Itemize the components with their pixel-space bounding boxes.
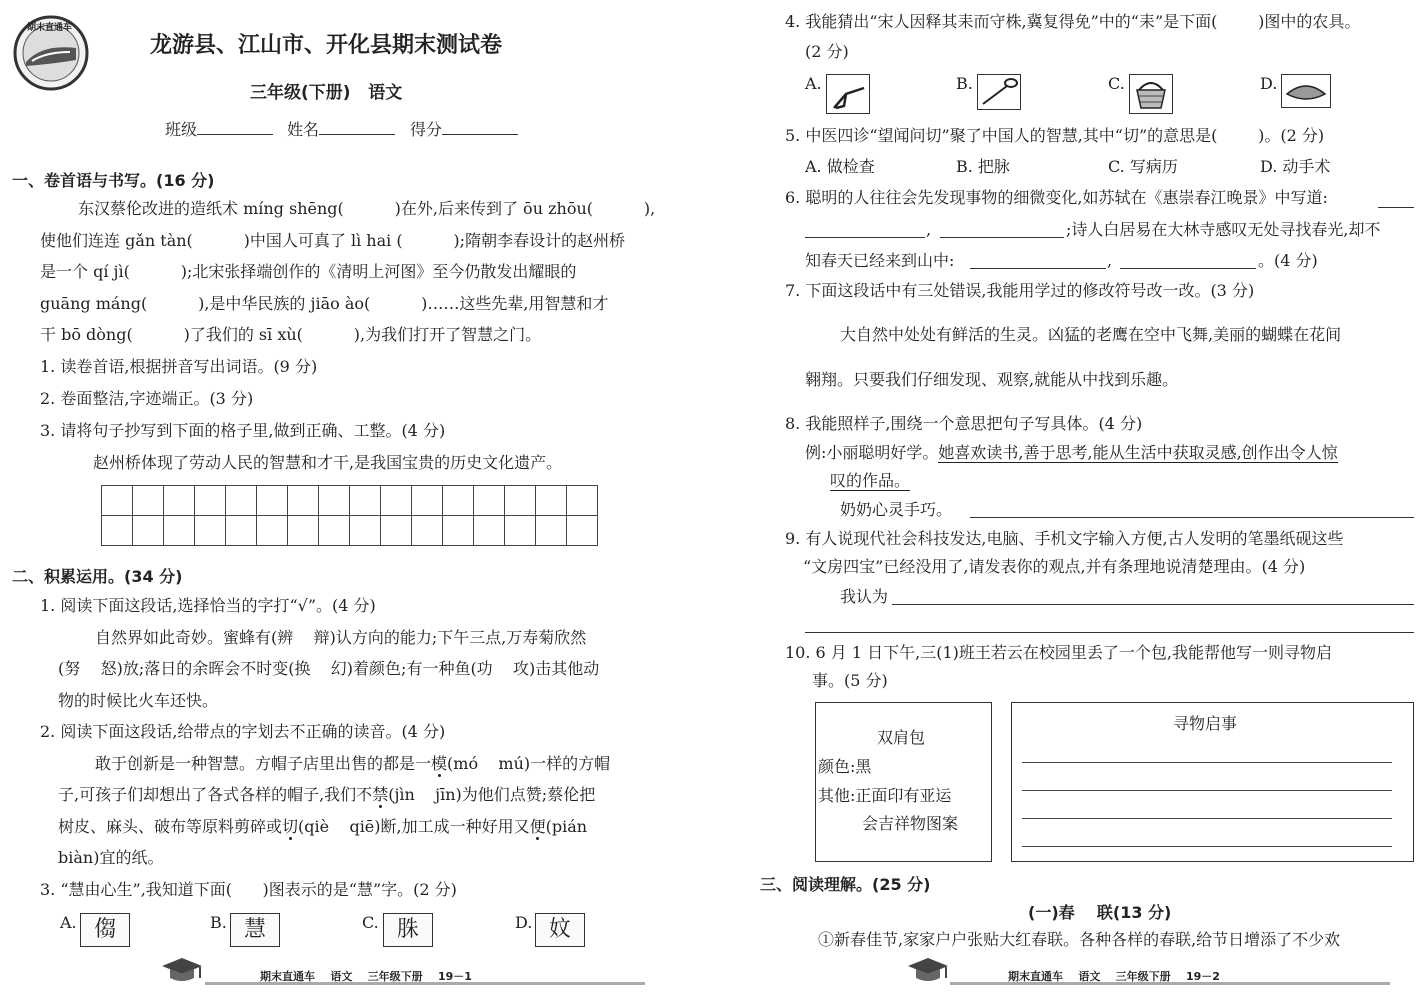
q9-line-2: “文房四宝”已经没用了,请发表你的观点,并有条理地说清楚理由。(4 分) (803, 557, 1306, 576)
notice-line-3[interactable] (1022, 818, 1392, 819)
s2-question-1: 1. 阅读下面这段话,选择恰当的字打“√”。(4 分) (40, 596, 376, 615)
plough-icon[interactable] (826, 74, 870, 114)
left-page (0, 0, 705, 1000)
q9-prompt: 我认为 (840, 587, 889, 606)
s2-q2-line-2: 子,可孩子们却想出了各式各样的帽子,我们不禁(jìn jīn)为他们点赞;蔡伦把 (58, 785, 596, 804)
s2-question-2: 2. 阅读下面这段话,给带点的字划去不正确的读音。(4 分) (40, 722, 446, 741)
q8-answer-line[interactable] (970, 517, 1414, 518)
notice-line-2[interactable] (1022, 790, 1392, 791)
bag-info-box (815, 702, 992, 862)
s2-q1-line-1: 自然界如此奇妙。蜜蜂有(辨 辩)认方向的能力;下午三点,万寿菊欣然 (95, 628, 587, 647)
q5-option-a[interactable]: A. 做检查 (805, 157, 875, 176)
q4-line-2: (2 分) (805, 42, 849, 61)
q6-comma-1: , (926, 220, 932, 239)
q5-option-c[interactable]: C. 写病历 (1108, 157, 1178, 176)
section-3-heading: 三、阅读理解。(25 分) (760, 875, 931, 894)
notice-title: 寻物启事 (1173, 714, 1238, 733)
option-b-glyph[interactable]: 慧 (230, 913, 280, 947)
s1-question-2: 2. 卷面整洁,字迹端正。(3 分) (40, 389, 254, 408)
q6-comma-2: , (1107, 251, 1113, 270)
q4-option-b-label: B. (956, 74, 973, 93)
s2-q2-line-1: 敢于创新是一种智慧。方帽子店里出售的都是一模(mó mú)一样的方帽 (95, 754, 611, 773)
q8-task: 奶奶心灵手巧。 (840, 500, 953, 519)
q8-example: 例:小丽聪明好学。她喜欢读书,善于思考,能从生活中获取灵感,创作出令人惊 (805, 443, 1338, 462)
q4-option-a-label: A. (805, 74, 822, 93)
section-2-heading: 二、积累运用。(34 分) (12, 567, 183, 586)
option-c-glyph[interactable]: 䏭 (383, 913, 433, 947)
notice-line-1[interactable] (1022, 762, 1392, 763)
q6-blank-5[interactable] (1120, 268, 1256, 269)
s2-q2-line-3: 树皮、麻头、破布等原料剪碎或切(qiè qiē)断,加工成一种好用又便(pián (58, 817, 588, 836)
s1-paragraph-line-5: 干 bō dòng( )了我们的 sī xù( ),为我们打开了智慧之门。 (40, 325, 542, 344)
score-field: 得分 (410, 118, 518, 141)
option-d-glyph[interactable]: 妏 (535, 913, 585, 947)
s2-q1-line-3: 物的时候比火车还快。 (58, 691, 219, 710)
option-a-label: A. (60, 913, 77, 932)
footer-text: 期末直通车 语文 三年级下册 19－2 (1008, 970, 1220, 983)
logo-text: 期末直通车 (27, 23, 73, 33)
q6-line-1: 6. 聪明的人往往会先发现事物的细微变化,如苏轼在《惠崇春江晚景》中写道: (785, 188, 1328, 207)
q7-passage-line-1: 大自然中处处有鲜活的生灵。凶猛的老鹰在空中飞舞,美丽的蝴蝶在花间 (840, 325, 1342, 344)
q5-option-d[interactable]: D. 动手术 (1260, 157, 1331, 176)
option-b-label: B. (210, 913, 227, 932)
s1-paragraph-line-3: 是一个 qí jì( );北宋张择端创作的《清明上河图》至今仍散发出耀眼的 (40, 262, 577, 281)
q8: 8. 我能照样子,围绕一个意思把句子写具体。(4 分) (785, 414, 1143, 433)
bag-color: 颜色:黑 (818, 757, 872, 776)
q6-line-2: ;诗人白居易在大林寺感叹无处寻找春光,却不 (1066, 220, 1381, 239)
exam-title: 龙游县、江山市、开化县期末测试卷 (150, 33, 503, 58)
q4-option-c-label: C. (1108, 74, 1125, 93)
q10-line-2: 事。(5 分) (812, 671, 888, 690)
reading-1-paragraph: ①新春佳节,家家户户张贴大红春联。各种各样的春联,给节日增添了不少欢 (818, 930, 1341, 949)
spade-icon[interactable] (977, 74, 1021, 110)
writing-grid[interactable] (101, 485, 598, 546)
winnowing-basket-icon[interactable] (1281, 74, 1331, 108)
q6-line-3: 知春天已经来到山中: (805, 251, 955, 270)
exam-subtitle: 三年级(下册) 语文 (250, 83, 403, 103)
q7: 7. 下面这段话中有三处错误,我能用学过的修改符号改一改。(3 分) (785, 281, 1255, 300)
s2-q1-line-2: (努 怒)放;落日的余晖会不时变(换 幻)着颜色;有一种鱼(功 攻)击其他动 (58, 659, 600, 678)
q9-line-1: 9. 有人说现代社会科技发达,电脑、手机文字输入方便,古人发明的笔墨纸砚这些 (785, 529, 1344, 548)
q9-answer-line-2[interactable] (805, 632, 1414, 633)
graduation-cap-icon (160, 954, 204, 984)
q4-option-d-label: D. (1260, 74, 1278, 93)
notice-line-4[interactable] (1022, 846, 1392, 847)
s1-paragraph-line-4: guāng máng( ),是中华民族的 jiāo ào( )……这些先辈,用智慧和才 (40, 294, 609, 313)
q6-blank-2[interactable] (805, 237, 925, 238)
class-field: 班级 (165, 118, 273, 141)
q5: 5. 中医四诊“望闻问切”聚了中国人的智慧,其中“切”的意思是( )。(2 分) (785, 126, 1325, 145)
s1-paragraph-line-2: 使他们连连 gǎn tàn( )中国人可真了 lì hai ( );隋朝李春设计的赵州桥 (40, 231, 626, 250)
s2-q2-line-4: biàn)宜的纸。 (58, 848, 164, 867)
q6-blank-4[interactable] (970, 268, 1106, 269)
basket-icon[interactable] (1129, 74, 1173, 114)
name-field: 姓名 (287, 118, 395, 141)
bag-title: 双肩包 (877, 728, 926, 747)
graduation-cap-icon (906, 954, 950, 984)
option-d-label: D. (515, 913, 533, 932)
option-c-label: C. (362, 913, 379, 932)
section-1-heading: 一、卷首语与书写。(16 分) (12, 171, 215, 190)
q6-blank-3[interactable] (940, 237, 1064, 238)
footer-text: 期末直通车 语文 三年级下册 19－1 (260, 970, 472, 983)
s1-paragraph-line-1: 东汉蔡伦改进的造纸术 míng shēng( )在外,后来传到了 ōu zhōu( ), (78, 199, 656, 218)
reading-1-title: (一)春 联(13 分) (1028, 903, 1172, 922)
q6-blank-1[interactable] (1378, 207, 1414, 208)
q9-answer-line-1[interactable] (892, 604, 1414, 605)
q7-passage-line-2: 翱翔。只要我们仔细发现、观察,就能从中找到乐趣。 (805, 370, 1179, 389)
q10-line-1: 10. 6 月 1 日下午,三(1)班王若云在校园里丢了一个包,我能帮他写一则寻物启 (785, 643, 1332, 662)
s2-question-3: 3. “慧由心生”,我知道下面( )图表示的是“慧”字。(2 分) (40, 880, 457, 899)
right-page (730, 0, 1426, 1000)
s1-question-1: 1. 读卷首语,根据拼音写出词语。(9 分) (40, 357, 318, 376)
option-a-glyph[interactable]: 㑳 (80, 913, 130, 947)
q4-line-1: 4. 我能猜出“宋人因释其耒而守株,冀复得免”中的“耒”是下面( )图中的农具。 (785, 12, 1361, 31)
copy-sentence: 赵州桥体现了劳动人民的智慧和才干,是我国宝贵的历史文化遗产。 (93, 453, 563, 472)
bag-other-1: 其他:正面印有亚运 (818, 786, 952, 805)
s1-question-3: 3. 请将句子抄写到下面的格子里,做到正确、工整。(4 分) (40, 421, 446, 440)
q6-score: 。(4 分) (1258, 251, 1318, 270)
q8-example-cont: 叹的作品。 (830, 471, 911, 490)
q5-option-b[interactable]: B. 把脉 (956, 157, 1010, 176)
bag-other-2: 会吉祥物图案 (862, 814, 959, 833)
